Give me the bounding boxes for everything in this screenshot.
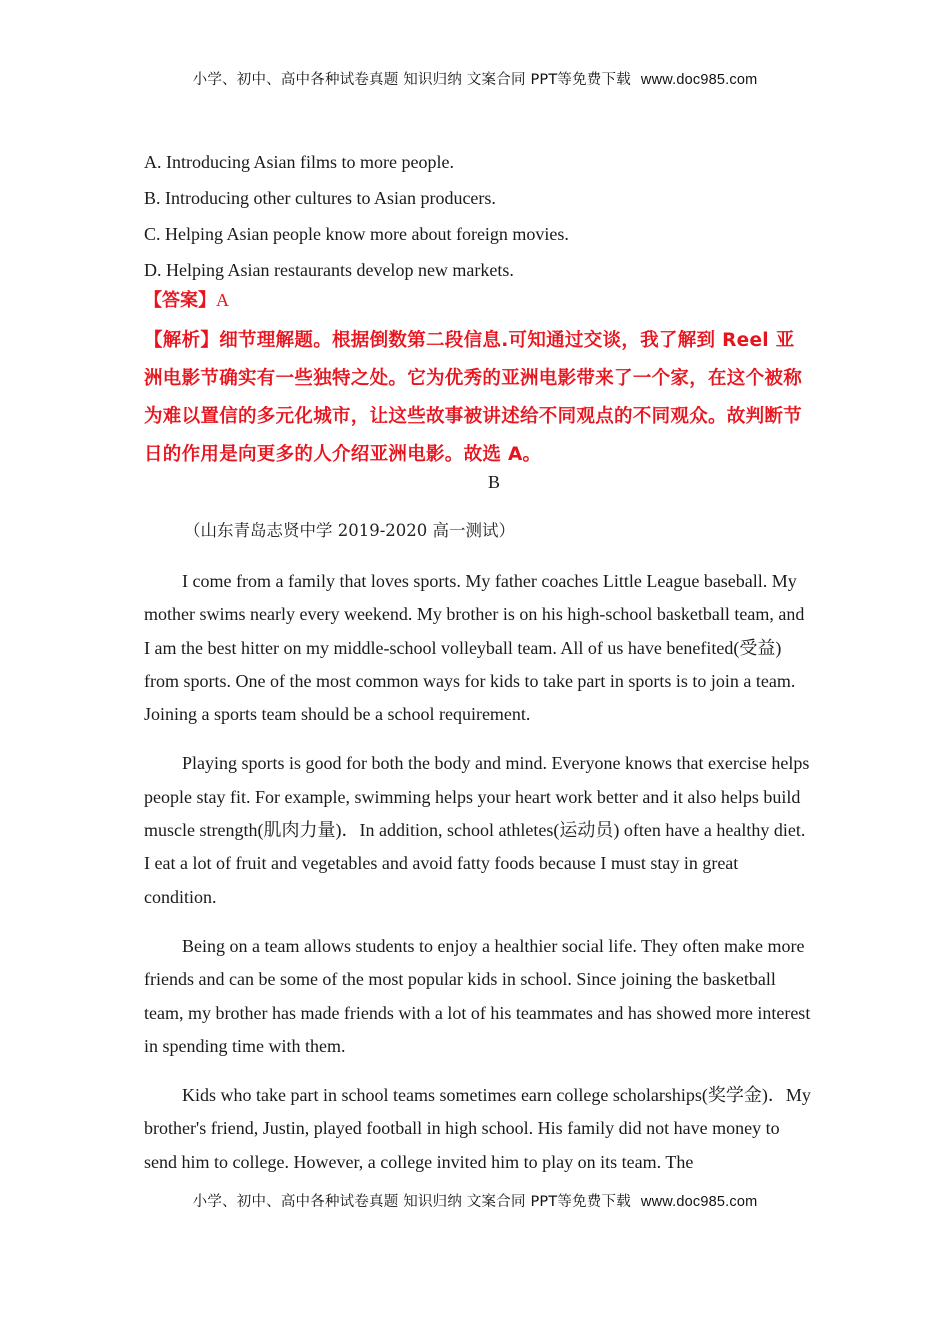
page-footer [0, 1190, 950, 1211]
passage-source: （山东青岛志贤中学 2019-2020 高一测试） [184, 521, 516, 540]
reading-passage [144, 565, 812, 1195]
passage-paragraph-4: Kids who take part in school teams sometimes earn college scholarships(奖学金)．My brother's friend, Justin, played football in high school. His family did not have money to send him to college. However, a college invited him to play on its team. The [144, 1085, 811, 1172]
header-site-link[interactable]: www.doc985.com [640, 72, 758, 88]
analysis-text: 【解析】细节理解题。根据倒数第二段信息.可知通过交谈，我了解到 Reel 亚洲电影节确实有一些独特之处。它为优秀的亚洲电影带来了一个家，在这个被称为难以置信的多元化城市，让这些故事被讲述给不同观点的不同观众。故判断节日的作用是向更多的人介绍亚洲电影。故选 A。 [144, 330, 803, 465]
option-c: C. Helping Asian people know more about foreign movies. [144, 224, 569, 244]
answer-options [144, 144, 824, 288]
passage-paragraph-3: Being on a team allows students to enjoy a healthier social life. They often make more friends and can be some of the most popular kids in school. Since joining the basketball team, my brother has made friends with a lot of his teammates and has showed more interest in spending time with them. [144, 935, 811, 1056]
answer-line [144, 288, 229, 313]
option-a: A. Introducing Asian films to more people. [144, 152, 454, 172]
option-d: D. Helping Asian restaurants develop new markets. [144, 260, 514, 280]
passage-paragraph-2: Playing sports is good for both the body and mind. Everyone knows that exercise helps people stay fit. For example, swimming helps your heart work better and it also helps build muscle strength(肌肉力量)．In addition, school athletes(运动员) often have a healthy diet. I eat a lot of fruit and vegetables and avoid fatty foods because I must stay in great condition. [144, 753, 810, 907]
page-header [0, 68, 950, 89]
footer-text: 小学、初中、高中各种试卷真题 知识归纳 文案合同 PPT等免费下载 [192, 1194, 631, 1210]
passage-paragraph-1: I come from a family that loves sports. My father coaches Little League baseball. My mother swims nearly every weekend. My brother is on his high-school basketball team, and I am the best hitter on my middle-school volleyball team. All of us have benefited(受益) from sports. One of the most common ways for kids to take part in sports is to join a team. Joining a sports team should be a school requirement. [144, 571, 805, 725]
answer-value: A [216, 290, 229, 310]
section-letter: B [487, 472, 500, 492]
footer-site-link[interactable]: www.doc985.com [640, 1194, 758, 1210]
answer-label: 【答案】 [144, 290, 216, 311]
option-b: B. Introducing other cultures to Asian producers. [144, 188, 496, 208]
header-text: 小学、初中、高中各种试卷真题 知识归纳 文案合同 PPT等免费下载 [192, 72, 631, 88]
